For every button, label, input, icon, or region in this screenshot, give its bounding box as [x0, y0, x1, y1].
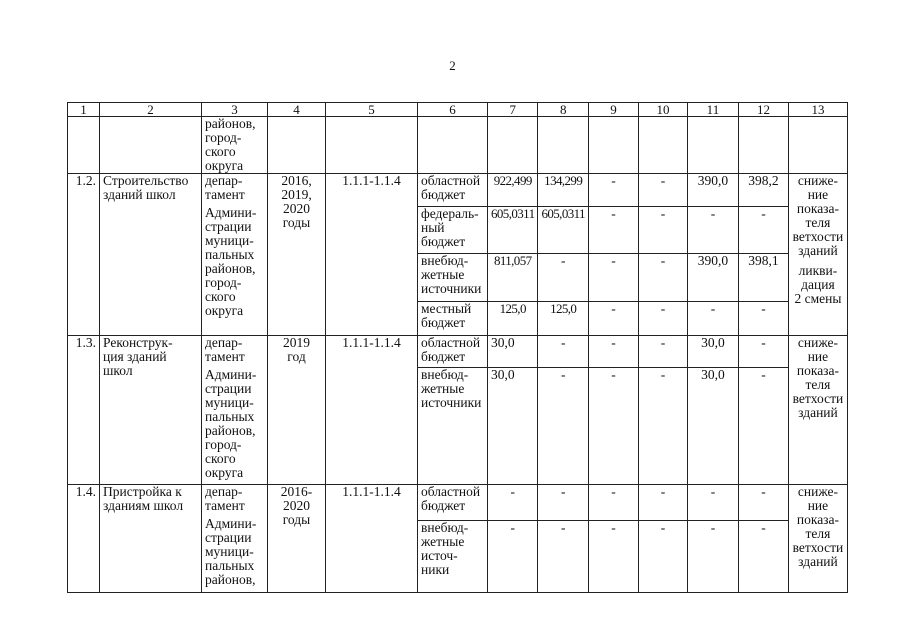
value-cell: 398,2: [738, 174, 788, 207]
value-cell: 605,0311: [538, 207, 588, 254]
value-cell: -: [638, 336, 687, 368]
funding-source: внебюд- жетные источники: [418, 368, 488, 485]
table-cell: [268, 117, 326, 174]
value-cell: 390,0: [687, 254, 738, 302]
table-cell: [488, 117, 538, 174]
value-cell: -: [638, 368, 687, 485]
value-cell: 134,299: [538, 174, 588, 207]
value-cell: 125,0: [538, 302, 588, 336]
header-cell: 8: [538, 103, 588, 117]
value-cell: -: [638, 521, 687, 593]
value-cell: 30,0: [687, 368, 738, 485]
value-cell: -: [588, 302, 638, 336]
value-cell: -: [538, 485, 588, 521]
value-cell: -: [638, 485, 687, 521]
value-cell: -: [738, 207, 788, 254]
activity-name: Реконструк- ция зданий школ: [100, 336, 202, 485]
value-cell: 605,0311: [488, 207, 538, 254]
header-cell: 2: [100, 103, 202, 117]
executor-department: депар- тамент: [205, 173, 245, 202]
indicator-codes: 1.1.1-1.1.4: [326, 485, 418, 593]
expected-result: сниже- ние показа- теля ветхости зданий: [788, 336, 847, 485]
value-cell: -: [588, 521, 638, 593]
funding-source: местный бюджет: [418, 302, 488, 336]
table-row: [68, 174, 848, 207]
table-cell: [326, 117, 418, 174]
expected-result: ликви- дация 2 смены: [794, 263, 842, 306]
funding-source: федераль- ный бюджет: [418, 207, 488, 254]
table-row: [68, 485, 848, 521]
value-cell: 811,057: [488, 254, 538, 302]
funding-source: внебюд- жетные источ- ники: [418, 521, 488, 593]
header-cell: 7: [488, 103, 538, 117]
header-cell: 13: [788, 103, 847, 117]
executor-administration: Админи- страции муници- пальных районов,: [205, 516, 257, 587]
table-cell: [100, 117, 202, 174]
funding-source: областной бюджет: [418, 174, 488, 207]
indicator-codes: 1.1.1-1.1.4: [326, 336, 418, 485]
executor-department: депар- тамент: [205, 484, 245, 513]
table-row: [68, 336, 848, 368]
header-cell: 9: [588, 103, 638, 117]
header-cell: 11: [687, 103, 738, 117]
expected-result: сниже- ние показа- теля ветхости зданий: [788, 485, 847, 593]
executor-administration: Админи- страции муници- пальных районов, город- ского округа: [205, 367, 257, 480]
years-cell: 2016, 2019, 2020 годы: [268, 174, 326, 336]
header-cell: 1: [68, 103, 100, 117]
value-cell: 390,0: [687, 174, 738, 207]
value-cell: -: [588, 485, 638, 521]
table-cell: [638, 117, 687, 174]
executor-cell: [202, 485, 268, 593]
executor-cell: [202, 174, 268, 336]
table-cell: [418, 117, 488, 174]
table-cell: [738, 117, 788, 174]
row-number: 1.2.: [68, 174, 100, 336]
executor-department: депар- тамент: [205, 335, 245, 364]
continuation-row: [68, 117, 848, 174]
activity-name: Пристройка к зданиям школ: [100, 485, 202, 593]
page-number: 2: [449, 58, 456, 73]
value-cell: -: [588, 254, 638, 302]
value-cell: -: [538, 368, 588, 485]
executor-administration: Админи- страции муници- пальных районов, город- ского округа: [205, 205, 257, 318]
header-cell: 6: [418, 103, 488, 117]
header-cell: 10: [638, 103, 687, 117]
value-cell: -: [538, 521, 588, 593]
value-cell: -: [538, 254, 588, 302]
value-cell: -: [638, 302, 687, 336]
column-numbers-row: [68, 103, 848, 117]
executor-cell: районов, город- ского округа: [202, 117, 268, 174]
table-cell: [68, 117, 100, 174]
value-cell: -: [687, 521, 738, 593]
value-cell: -: [738, 485, 788, 521]
executor-cell: [202, 336, 268, 485]
value-cell: -: [738, 336, 788, 368]
value-cell: -: [687, 302, 738, 336]
value-cell: 30,0: [687, 336, 738, 368]
value-cell: -: [588, 368, 638, 485]
funding-source: областной бюджет: [418, 485, 488, 521]
value-cell: -: [588, 174, 638, 207]
header-cell: 5: [326, 103, 418, 117]
value-cell: -: [488, 521, 538, 593]
indicator-codes: 1.1.1-1.1.4: [326, 174, 418, 336]
value-cell: -: [638, 207, 687, 254]
value-cell: -: [588, 207, 638, 254]
value-cell: -: [488, 485, 538, 521]
header-cell: 3: [202, 103, 268, 117]
result-cell: [788, 174, 847, 336]
value-cell: 30,0: [488, 368, 538, 485]
funding-source: внебюд- жетные источники: [418, 254, 488, 302]
years-cell: 2019 год: [268, 336, 326, 485]
value-cell: -: [588, 336, 638, 368]
value-cell: -: [687, 485, 738, 521]
expected-result: сниже- ние показа- теля ветхости зданий: [792, 173, 844, 258]
activity-name: Строительство зданий школ: [100, 174, 202, 336]
row-number: 1.4.: [68, 485, 100, 593]
value-cell: -: [538, 336, 588, 368]
funding-source: областной бюджет: [418, 336, 488, 368]
row-number: 1.3.: [68, 336, 100, 485]
value-cell: 398,1: [738, 254, 788, 302]
value-cell: -: [738, 521, 788, 593]
table-cell: [788, 117, 847, 174]
table-cell: [588, 117, 638, 174]
table-cell: [687, 117, 738, 174]
header-cell: 4: [268, 103, 326, 117]
table-cell: [538, 117, 588, 174]
value-cell: -: [738, 302, 788, 336]
value-cell: 922,499: [488, 174, 538, 207]
header-cell: 12: [738, 103, 788, 117]
value-cell: 30,0: [488, 336, 538, 368]
value-cell: 125,0: [488, 302, 538, 336]
value-cell: -: [738, 368, 788, 485]
years-cell: 2016- 2020 годы: [268, 485, 326, 593]
value-cell: -: [638, 254, 687, 302]
value-cell: -: [638, 174, 687, 207]
budget-table: [67, 102, 848, 593]
value-cell: -: [687, 207, 738, 254]
